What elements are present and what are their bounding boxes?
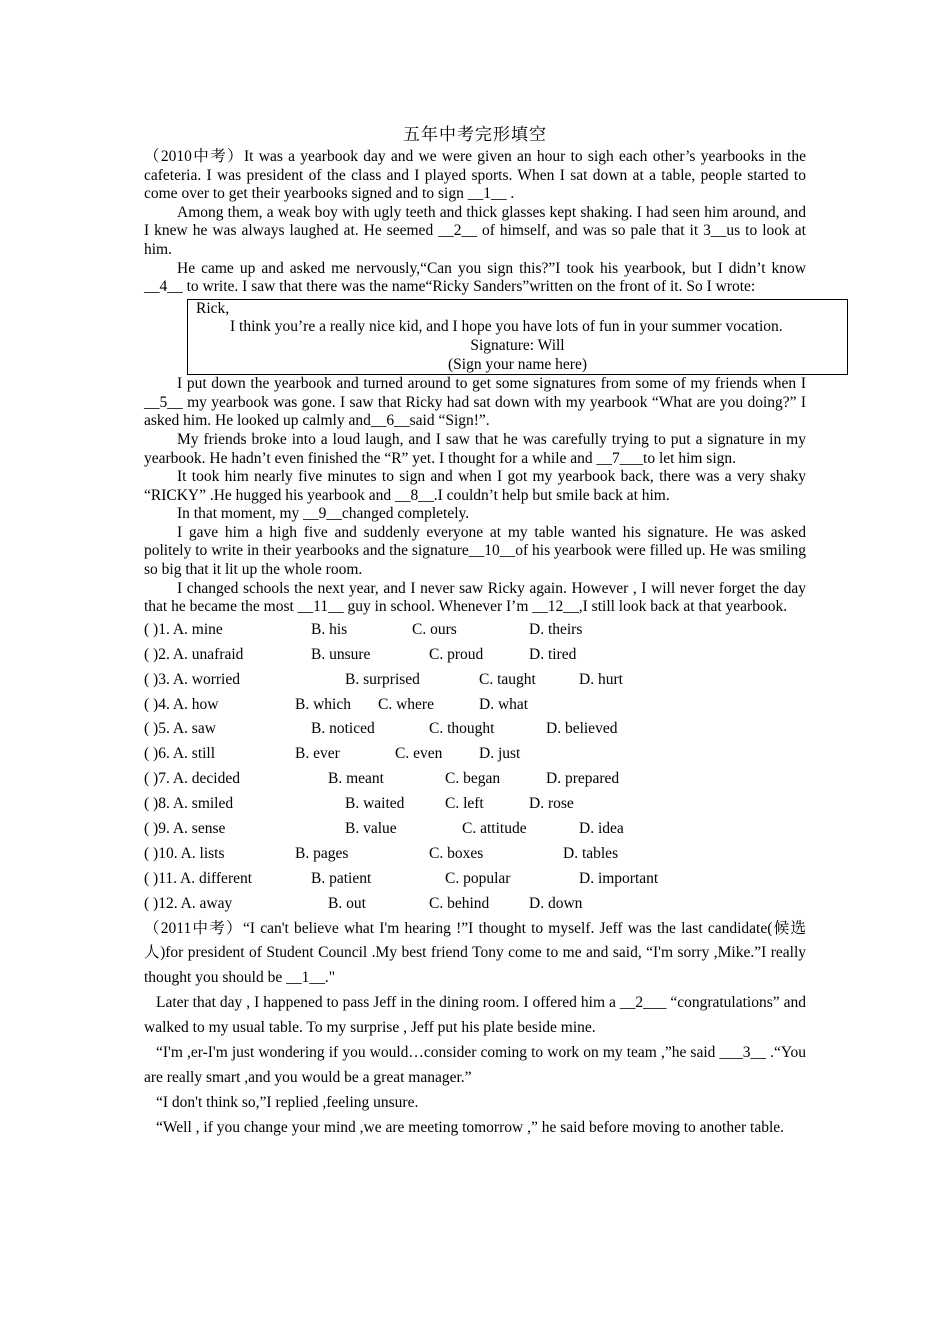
passage-2010-paragraph-2: Among them, a weak boy with ugly teeth and thick glasses kept shaking. I had seen him around, and I knew he was always laughed at. He seemed __2__ of himself, and was so pale that it 3__us to look at him. <box>144 203 806 258</box>
question-row <box>144 817 806 842</box>
question-row <box>144 767 806 792</box>
option-d: D. just <box>479 745 521 763</box>
question-stem: ( )5. A. saw <box>144 720 216 738</box>
option-c: C. where <box>378 695 434 713</box>
question-stem: ( )8. A. smiled <box>144 795 234 813</box>
option-c: C. thought <box>429 720 495 738</box>
option-b: B. out <box>328 894 366 912</box>
question-stem: ( )3. A. worried <box>144 670 240 688</box>
option-c: C. behind <box>429 894 490 912</box>
option-b: B. ever <box>295 745 340 763</box>
option-b: B. value <box>345 819 397 837</box>
question-row <box>144 643 806 668</box>
question-list <box>144 618 806 917</box>
passage-2010-paragraph-6: It took him nearly five minutes to sign and when I got my yearbook back, there was a very shaky “RICKY” .He hugged his yearbook and __8__.I couldn’t help but smile back at him. <box>144 468 806 504</box>
question-row <box>144 867 806 892</box>
passage-2011-paragraph-3: “I'm ,er-I'm just wondering if you would…consider coming to work on my team ,”he said ___3__ .“You are really smart ,and you would be a great manager.” <box>144 1044 806 1086</box>
option-d: D. idea <box>579 819 624 837</box>
option-c: C. taught <box>479 670 536 688</box>
option-d: D. important <box>579 869 659 887</box>
question-stem: ( )2. A. unafraid <box>144 645 244 663</box>
note-signature: Signature: Will <box>470 336 565 354</box>
note-body: I think you’re a really nice kid, and I hope you have lots of fun in your summer vocation. <box>230 318 783 336</box>
option-b: B. unsure <box>311 645 371 663</box>
question-row <box>144 892 806 917</box>
option-c: C. even <box>395 745 443 763</box>
option-b: B. meant <box>328 770 384 788</box>
passage-2010-paragraph-7: In that moment, my __9__changed completely. <box>177 505 470 523</box>
option-b: B. pages <box>295 844 349 862</box>
passage-2010-paragraph-1: （2010中考）It was a yearbook day and we were given an hour to sigh each other’s yearbooks in the cafeteria. I was president of the class and I played sports. When I sat down at a table, people started to come over to get their yearbooks signed and to sign __1__ . <box>144 148 806 203</box>
option-d: D. hurt <box>579 670 623 688</box>
passage-2011-paragraph-2: Later that day , I happened to pass Jeff in the dining room. I offered him a __2___ “congratulations” and walked to my usual table. To my surprise , Jeff put his plate beside mine. <box>144 994 806 1037</box>
question-stem: ( )12. A. away <box>144 894 233 912</box>
passage-2011-paragraph-1: （2011中考）“I can't believe what I'm hearing !”I thought to myself. Jeff was the last candidate(候选人)for president of Student Council .My best friend Tony come to me and said, “I'm sorry ,Mike.”I really thought you should be __1__." <box>144 919 806 987</box>
passage-2010-paragraph-9: I changed schools the next year, and I never saw Ricky again. However , I will never forget the day that he became the most __11__ guy in school. Whenever I’m __12__,I still look back at that yearbook. <box>144 579 806 616</box>
option-c: C. boxes <box>429 844 484 862</box>
question-stem: ( )1. A. mine <box>144 620 223 638</box>
option-d: D. tables <box>563 844 619 862</box>
option-c: C. popular <box>445 869 511 887</box>
option-b: B. noticed <box>311 720 375 738</box>
option-c: C. began <box>445 770 501 788</box>
page-title: 五年中考完形填空 <box>403 125 547 145</box>
option-c: C. proud <box>429 645 484 663</box>
option-b: B. patient <box>311 869 372 887</box>
passage-2010-paragraph-5: My friends broke into a loud laugh, and I saw that he was carefully trying to put a signature in my yearbook. He hadn’t even finished the “R” yet. I thought for a while and __7___to let him sign. <box>144 430 806 467</box>
option-b: B. waited <box>345 795 405 813</box>
option-c: C. left <box>445 795 484 813</box>
question-stem: ( )4. A. how <box>144 695 219 713</box>
option-b: B. which <box>295 695 351 713</box>
question-row <box>144 842 806 867</box>
option-b: B. his <box>311 620 348 638</box>
question-stem: ( )11. A. different <box>144 869 253 887</box>
question-row <box>144 792 806 817</box>
question-stem: ( )10. A. lists <box>144 844 225 862</box>
option-d: D. what <box>479 695 529 713</box>
question-row <box>144 668 806 693</box>
passage-2010-paragraph-4: I put down the yearbook and turned around to get some signatures from some of my friends when I __5__ my yearbook was gone. I saw that Ricky had sat down with my yearbook “What are you doing?” I asked him. He looked up calmly and__6__said “Sign!”. <box>144 375 806 430</box>
option-c: C. ours <box>412 620 457 638</box>
question-row <box>144 742 806 767</box>
passage-2011-paragraph-5: “Well , if you change your mind ,we are meeting tomorrow ,” he said before moving to another table. <box>156 1118 785 1136</box>
question-row <box>144 717 806 742</box>
yearbook-note-box <box>187 299 848 375</box>
passage-2010-paragraph-3: He came up and asked me nervously,“Can you sign this?”I took his yearbook, but I didn’t know __4__ to write. I saw that there was the name“Ricky Sanders”written on the front of it. So I wrote: <box>144 259 806 296</box>
question-stem: ( )9. A. sense <box>144 819 226 837</box>
question-row <box>144 693 806 718</box>
question-stem: ( )7. A. decided <box>144 770 240 788</box>
question-row <box>144 618 806 643</box>
passage-2010-paragraph-8: I gave him a high five and suddenly everyone at my table wanted his signature. He was asked politely to write in their yearbooks and the signature__10__of his yearbook were filled up. He was smiling so big that it lit up the whole room. <box>144 523 806 579</box>
option-b: B. surprised <box>345 670 420 688</box>
option-d: D. rose <box>529 795 574 813</box>
document-page <box>144 124 806 1141</box>
option-d: D. theirs <box>529 620 583 638</box>
option-d: D. believed <box>546 720 618 738</box>
note-greeting: Rick, <box>196 299 230 317</box>
option-d: D. prepared <box>546 770 620 788</box>
passage-2011-paragraph-4: “I don't think so,”I replied ,feeling unsure. <box>156 1093 419 1111</box>
question-stem: ( )6. A. still <box>144 745 216 763</box>
option-d: D. down <box>529 894 583 912</box>
option-c: C. attitude <box>462 819 527 837</box>
option-d: D. tired <box>529 645 577 663</box>
note-sign-hint: (Sign your name here) <box>447 355 588 373</box>
